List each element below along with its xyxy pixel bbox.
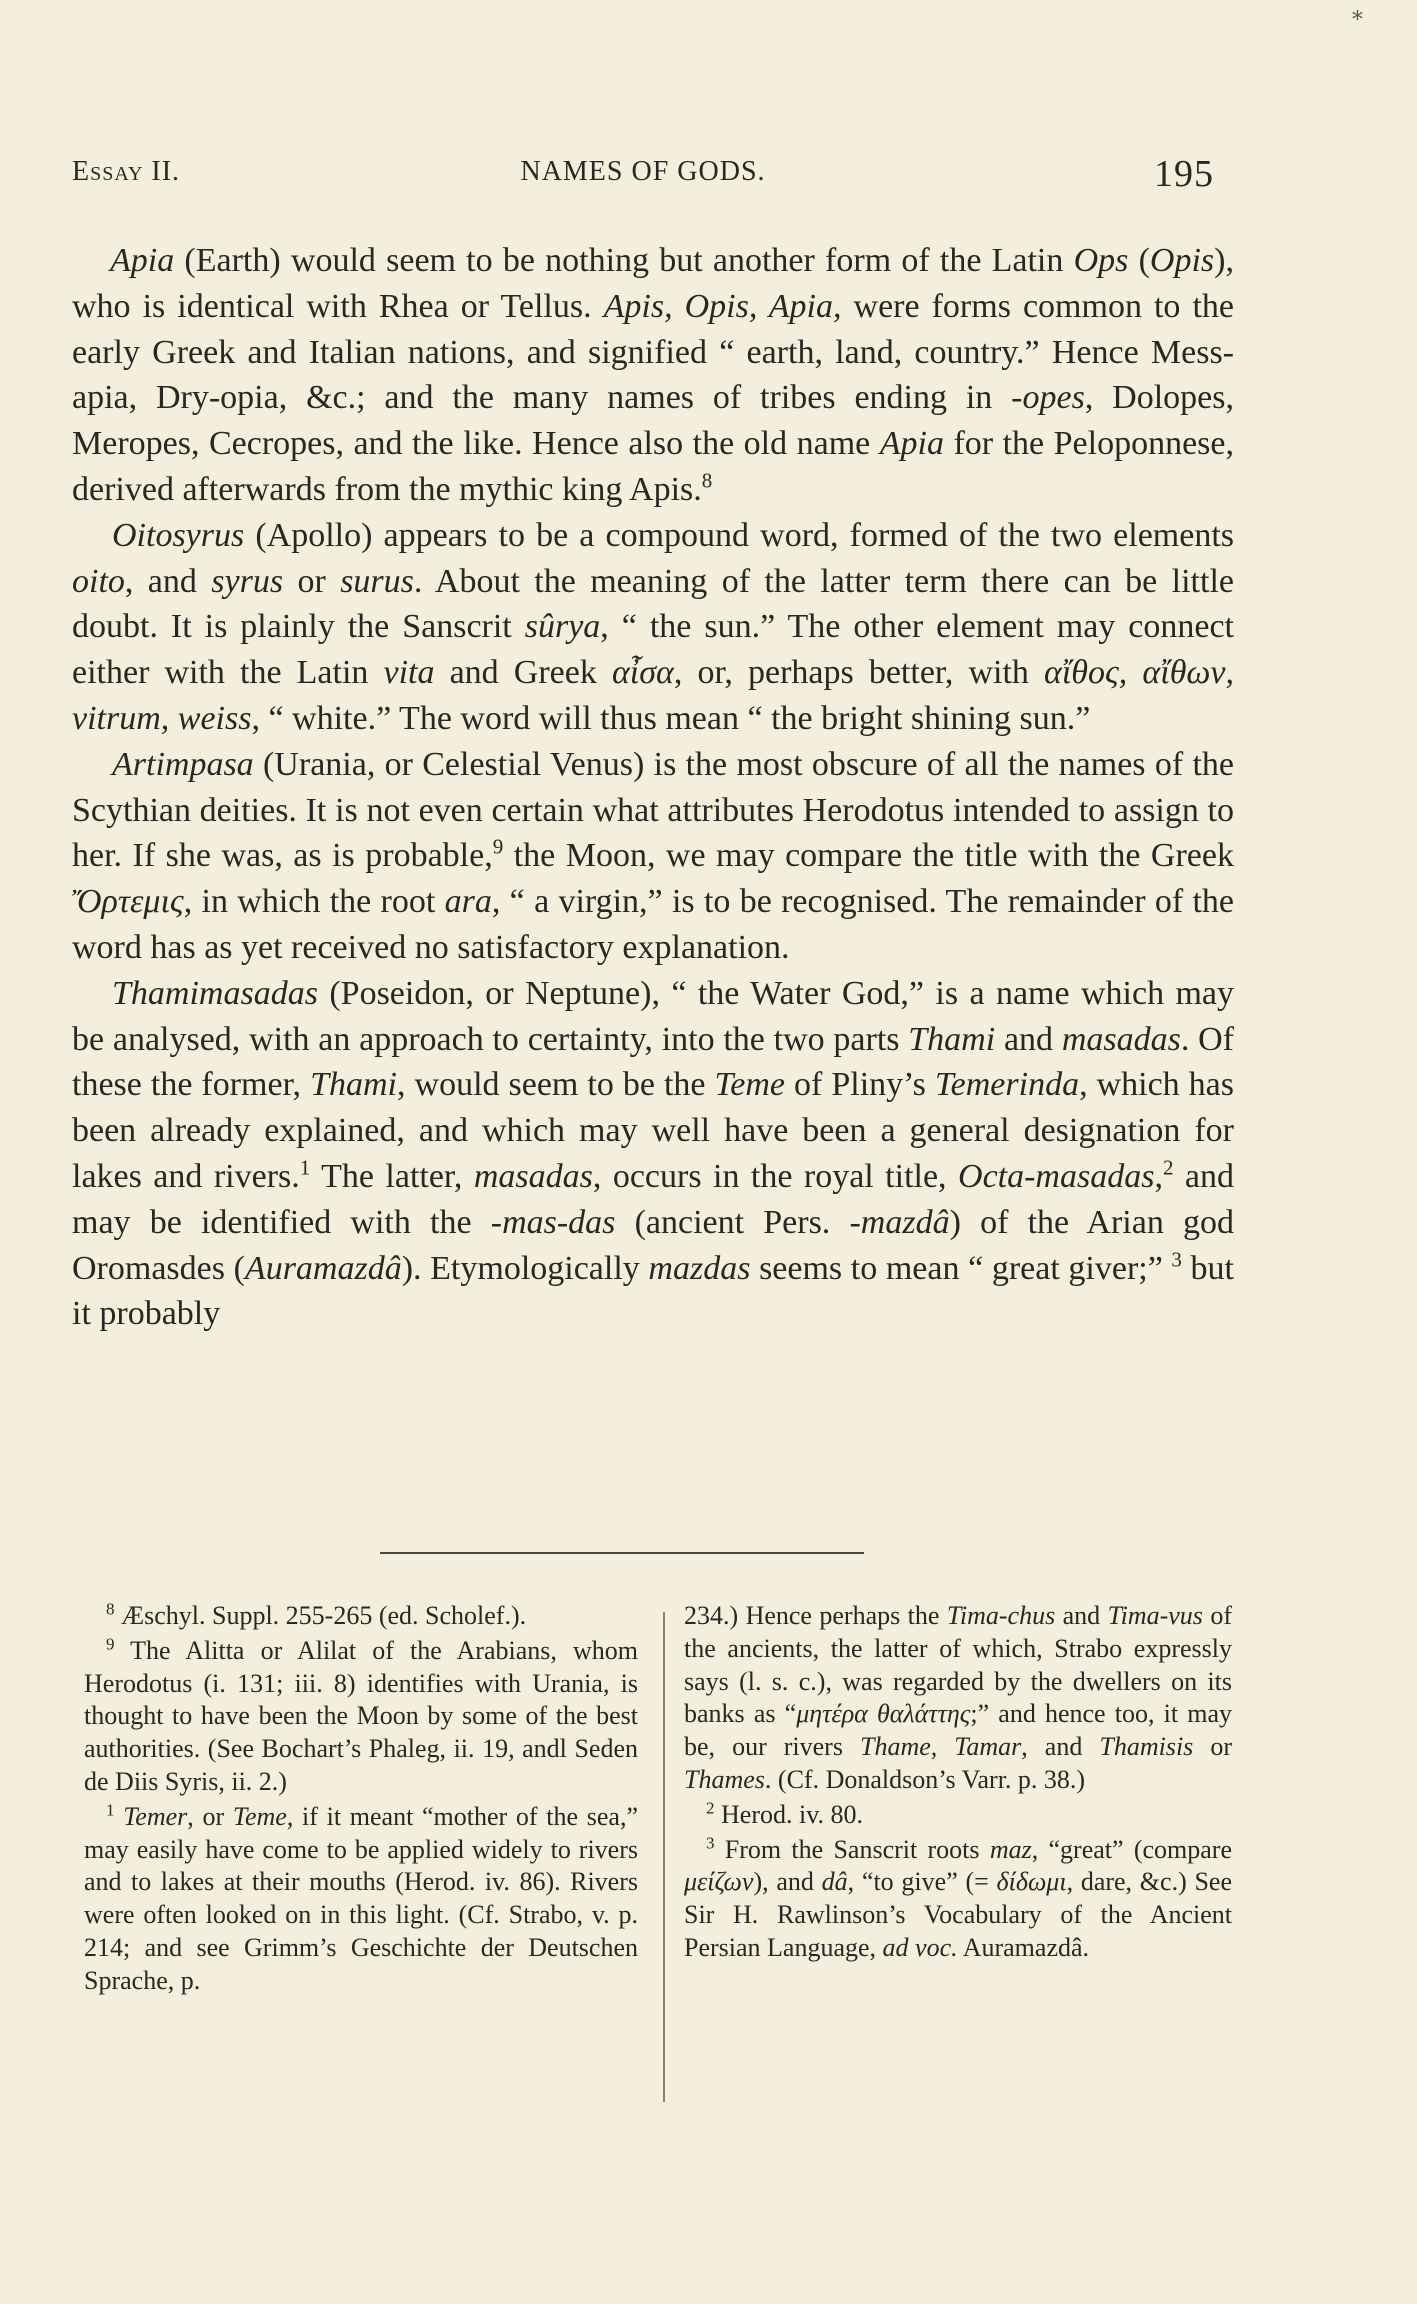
text-run: were forms common to the early Greek and Italian nations, and signified “ earth, land, country.” Hence Mess-apia, Dry-opia, &c.; and the many names of tribes ending in -	[72, 287, 1234, 417]
text-run: the Moon, we may compare the title with the Greek	[503, 837, 1234, 875]
text-run: ). Etymologically	[401, 1249, 649, 1287]
italic-text: Thames	[684, 1764, 765, 1794]
text-run: ;” and hence too, it may be, our rivers	[684, 1699, 1233, 1762]
paragraph-4	[72, 971, 1234, 1337]
text-run: . (Cf. Donaldson’s Varr. p. 38.)	[764, 1764, 1086, 1794]
italic-text: Tima-chus	[946, 1601, 1056, 1630]
text-run: , or	[187, 1801, 233, 1831]
paragraph-3	[72, 742, 1234, 971]
italic-text: Teme	[714, 1066, 786, 1104]
italic-text: Temer	[123, 1801, 188, 1831]
italic-text: Octa-masadas	[958, 1157, 1155, 1195]
italic-text: oito	[72, 562, 125, 600]
footnote-marker: 2	[706, 1798, 715, 1818]
footnote-marker: 8	[701, 468, 713, 493]
text-run: , “ white.” The word will thus mean “ the bright shining sun.”	[251, 699, 1091, 737]
italic-text: maz	[989, 1834, 1032, 1864]
text-run: , and	[1021, 1732, 1100, 1762]
italic-text: dâ	[821, 1867, 848, 1897]
italic-text: Auramazdâ	[244, 1249, 402, 1287]
italic-text: Artimpasa	[112, 745, 254, 783]
italic-text: surus	[340, 562, 414, 600]
text-run: seems to mean “ great giver;”	[750, 1249, 1172, 1287]
text-run: (Poseidon, or Neptune), “ the Water God,” is a name which may be analysed, with an approach to certainty, into the two parts	[72, 974, 1234, 1058]
footnote-marker: 2	[1162, 1155, 1174, 1180]
text-run: ) of the Arian god Oromasdes (	[72, 1203, 1234, 1287]
footnote-left-2	[84, 1635, 638, 1799]
footnote-right-2	[684, 1799, 1232, 1832]
text-run: Æschyl. Suppl. 255-265 (ed. Scholef.).	[114, 1601, 527, 1630]
italic-text: μείζων	[684, 1867, 754, 1897]
text-run: Auramazdâ.	[957, 1932, 1090, 1962]
italic-text: Ops	[1073, 242, 1129, 279]
text-run: and	[995, 1020, 1062, 1058]
italic-text: Teme	[232, 1801, 287, 1831]
italic-text: Thamisis	[1099, 1732, 1194, 1762]
text-run: . About the meaning of the latter term there can be little doubt. It is plainly the Sanscrit	[72, 562, 1234, 646]
text-run: for the Peloponnese, derived afterwards from the mythic king Apis.	[72, 425, 1234, 508]
text-run: but it probably	[72, 1249, 1234, 1333]
text-run: (ancient Pers. -	[615, 1203, 861, 1241]
text-run: ), who is identical with Rhea or Tellus.	[72, 242, 1234, 325]
text-run: , and	[124, 562, 212, 600]
italic-text: Thamimasadas	[112, 974, 318, 1012]
text-run: (Earth) would seem to be nothing but another form of the Latin	[174, 242, 1074, 279]
footnote-marker: 1	[299, 1155, 311, 1180]
paragraph-2	[72, 513, 1234, 742]
italic-text: Opis	[1149, 242, 1215, 279]
italic-text: Apia	[110, 242, 175, 279]
footnotes-right-column	[684, 1600, 1232, 1967]
text-run: or	[283, 562, 341, 600]
footnote-marker: 9	[492, 835, 504, 860]
italic-text: Apis, Opis, Apia,	[603, 287, 842, 325]
italic-text: sûrya	[524, 608, 601, 646]
main-text	[72, 238, 1234, 1337]
text-run: of the ancients, the latter of which, Strabo expressly says (l. s. c.), was regarded by the dwellers on its banks as “	[684, 1601, 1232, 1729]
italic-text: δίδωμι	[996, 1867, 1067, 1897]
footnotes-left-column	[84, 1600, 638, 2000]
italic-text: ara	[444, 883, 492, 921]
text-run: (	[1128, 242, 1150, 279]
footnote-rule	[380, 1552, 864, 1554]
text-run: and	[1055, 1601, 1108, 1630]
text-run: Herod. iv. 80.	[714, 1799, 864, 1829]
text-run: and Greek	[434, 654, 612, 692]
italic-text: mazdas	[648, 1249, 751, 1287]
text-run: From the Sanscrit roots	[714, 1834, 990, 1864]
text-run: (Urania, or Celestial Venus) is the most obscure of all the names of the Scythian deities. It is not even certain what attributes Herodotus intended to assign to her. If she was, as is probable,	[72, 745, 1234, 875]
paragraph-1	[72, 238, 1234, 513]
italic-text: Thami	[908, 1020, 996, 1058]
footnote-marker: 3	[706, 1832, 715, 1852]
top-mark: *	[1352, 8, 1363, 33]
text-run: , “ a virgin,” is to be recognised. The remainder of the word has as yet received no satisfactory explanation.	[72, 883, 1235, 966]
italic-text: vita	[383, 654, 435, 692]
italic-text: mas-das	[502, 1203, 616, 1241]
italic-text: Thami	[310, 1066, 397, 1104]
text-run: (Apollo) appears to be a compound word, formed of the two elements	[244, 516, 1234, 554]
italic-text: Oitosyrus	[112, 516, 245, 554]
text-run: , would seem to be the	[397, 1066, 715, 1104]
footnote-marker: 1	[106, 1800, 115, 1820]
italic-text: αἴθος, αἴθων, vitrum, weiss	[72, 654, 1234, 737]
footnote-marker: 9	[106, 1634, 115, 1654]
text-run: of Pliny’s	[785, 1066, 935, 1104]
footnote-left-3	[84, 1801, 638, 1998]
text-run: 234.) Hence perhaps the	[684, 1601, 947, 1630]
text-run: , which has been already explained, and which may well have been a general designation for lakes and rivers.	[72, 1066, 1235, 1195]
italic-text: masadas	[1061, 1020, 1181, 1058]
text-run: , “to give” (=	[847, 1867, 997, 1897]
italic-text: Tima-vus	[1107, 1601, 1203, 1630]
italic-text: ad voc.	[882, 1932, 958, 1962]
text-run	[115, 1802, 124, 1831]
italic-text: mazdâ	[860, 1203, 950, 1241]
text-run: ), and	[753, 1867, 822, 1897]
text-run: . Of these the former,	[72, 1020, 1234, 1104]
text-run: , “ the sun.” The other element may connect either with the Latin	[72, 608, 1234, 692]
text-run: , if it meant “mother of the sea,” may easily have come to be applied widely to rivers and to lakes at their mouths (Herod. iv. 86). Rivers were often looked on in this light. (Cf. Strabo, v. p. 214; and see Grimm’s Geschichte der Deutschen Sprache, p.	[84, 1801, 639, 1995]
text-run: The Alitta or Alilat of the Arabians, whom Herodotus (i. 131; iii. 8) identifies with Urania, is thought to have been the Moon by some of the best authorities. (See Bochart’s Phaleg, ii. 19, andl Seden de Diis Syris, ii. 2.)	[84, 1635, 638, 1796]
text-run: , dare, &c.) See Sir H. Rawlinson’s Vocabulary of the Ancient Persian Language,	[684, 1867, 1233, 1962]
italic-text: Thame, Tamar	[859, 1732, 1022, 1762]
footnote-right-1	[684, 1600, 1232, 1797]
text-run: ,	[1154, 1157, 1163, 1195]
italic-text: masadas	[473, 1157, 593, 1195]
text-run: , or, perhaps better, with	[673, 654, 1045, 692]
text-run: , occurs in the royal title,	[592, 1157, 959, 1195]
italic-text: Apia	[879, 425, 944, 463]
footnote-left-1	[84, 1600, 638, 1633]
text-run: and may be identified with the -	[72, 1157, 1234, 1241]
header-essay: Essay II.	[72, 156, 181, 187]
page-number: 195	[1154, 153, 1214, 195]
italic-text: syrus	[211, 562, 284, 600]
text-run: , Dolopes, Meropes, Cecropes, and the like. Hence also the old name	[72, 379, 1234, 463]
footnote-right-3	[684, 1834, 1232, 1965]
text-run: , in which the root	[183, 883, 445, 921]
italic-text: αἶσα	[611, 654, 674, 692]
italic-text: Temerinda	[934, 1066, 1080, 1104]
italic-text: μητέρα θαλάττης	[796, 1699, 971, 1729]
text-run: , “great” (compare	[1031, 1834, 1232, 1864]
footnote-marker: 3	[1171, 1247, 1182, 1272]
italic-text: opes	[1022, 379, 1085, 417]
italic-text: Ὄρτεμις	[72, 883, 184, 921]
header-title: NAMES OF GODS.	[520, 156, 766, 187]
text-run: The latter,	[310, 1157, 474, 1195]
footnote-column-divider	[663, 1612, 665, 2102]
footnote-marker: 8	[106, 1599, 115, 1619]
text-run: or	[1193, 1732, 1232, 1762]
